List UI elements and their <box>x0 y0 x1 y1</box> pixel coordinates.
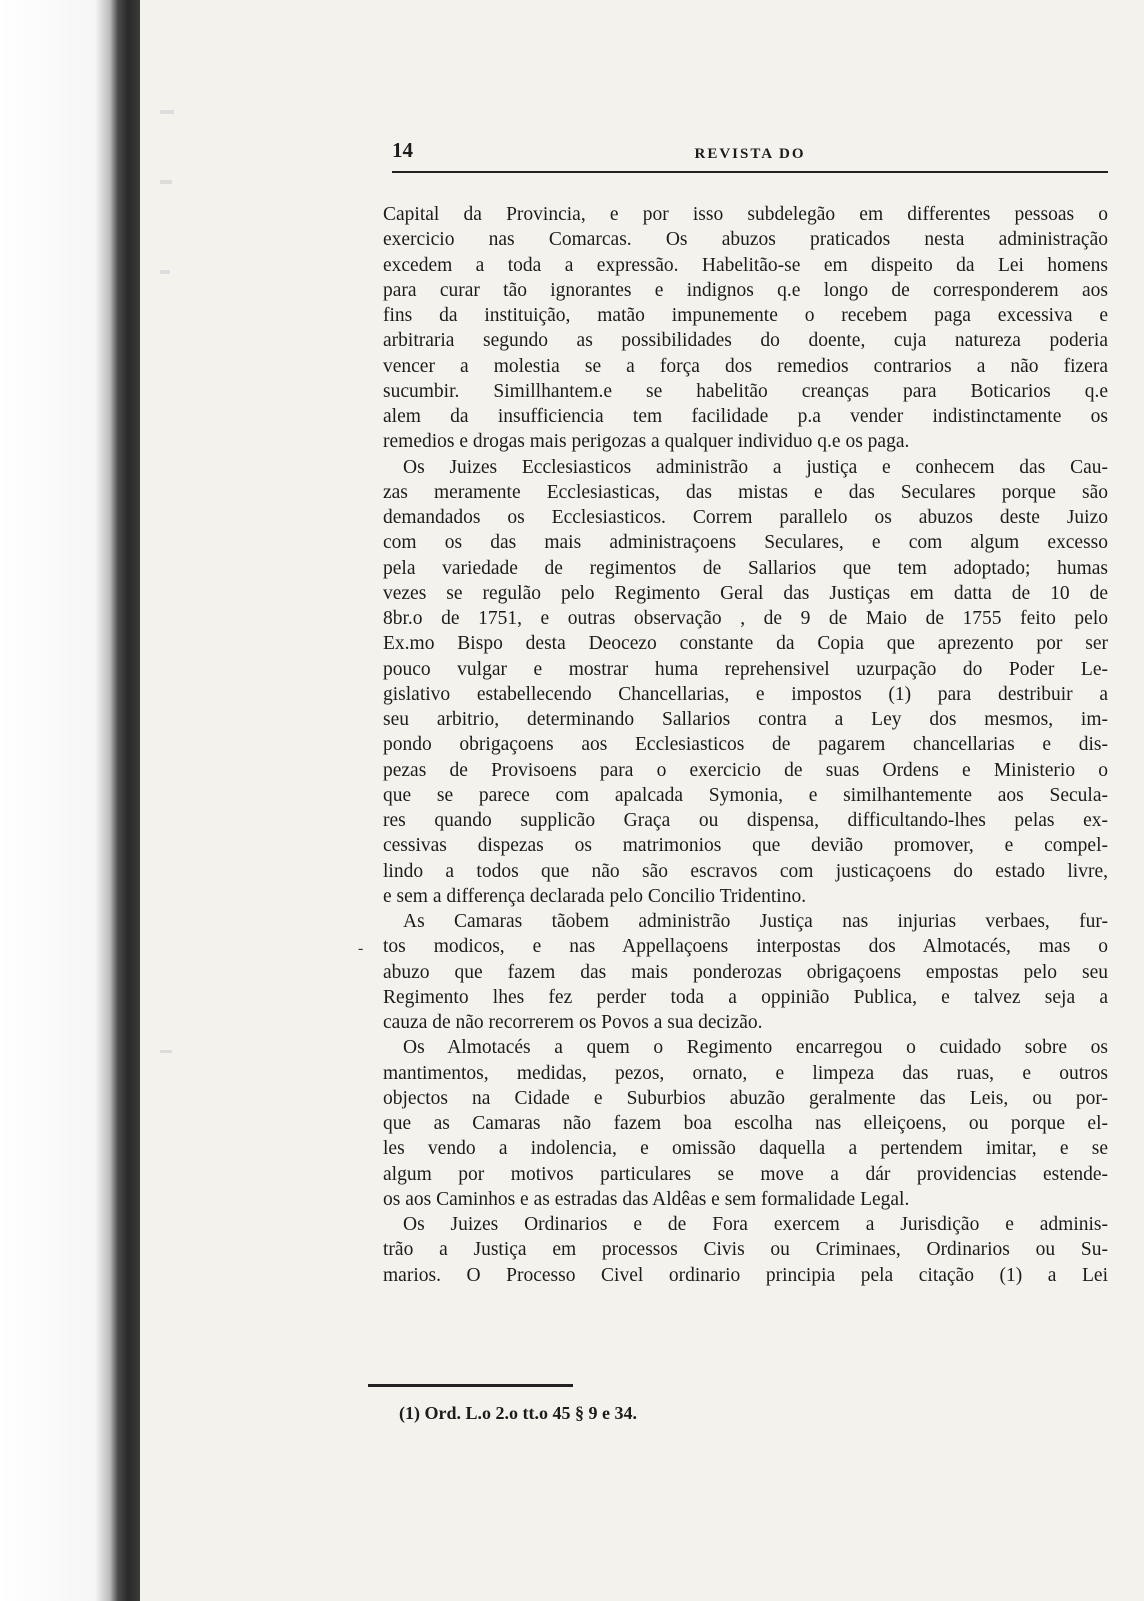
text-line: seu arbitrio, determinando Sallarios contra a Ley dos mesmos, im- <box>383 709 1108 730</box>
text-line: demandados os Ecclesiasticos. Correm parallelo os abuzos deste Juizo <box>383 507 1108 528</box>
text-line: exercicio nas Comarcas. Os abuzos praticados nesta administração <box>383 229 1108 251</box>
text-line: arbitraria segundo as possibilidades do doente, cuja natureza poderia <box>383 330 1108 352</box>
text-line: algum por motivos particulares se move a dár providencias estende- <box>383 1163 1108 1185</box>
text-line: vencer a molestia se a força dos remedios contrarios a não fizera <box>383 355 1108 377</box>
text-line: cessivas dispezas os matrimonios que devião promover, e compel- <box>383 835 1108 857</box>
header-rule <box>392 171 1108 173</box>
text-line: sucumbir. Simillhantem.e se habelitão creanças para Boticarios q.e <box>383 380 1108 402</box>
text-line: zas meramente Ecclesiasticas, das mistas e das Seculares porque são <box>383 481 1108 503</box>
text-line: Ex.mo Bispo desta Deocezo constante da Copia que aprezento por ser <box>383 633 1108 655</box>
text-line: vezes se regulão pelo Regimento Geral das Justiças em datta de 10 de <box>383 582 1108 604</box>
text-line: objectos na Cidade e Suburbios abuzão geralmente das Leis, ou por- <box>383 1087 1108 1109</box>
text-line: gislativo estabellecendo Chancellarias, e impostos (1) para destribuir a <box>383 683 1108 705</box>
text-line: les vendo a indolencia, e omissão daquella a pertendem imitar, e se <box>383 1138 1108 1160</box>
paper-speck <box>160 270 170 274</box>
text-line: que as Camaras não fazem boa escolha nas elleiçoens, ou porque el- <box>383 1113 1108 1134</box>
text-line: que se parece com apalcada Symonia, e similhantemente aos Secula- <box>383 784 1108 806</box>
text-line: pondo obrigaçoens aos Ecclesiasticos de pagarem chancellarias e dis- <box>383 734 1108 756</box>
text-line: res quando supplicão Graça ou dispensa, difficultando-lhes pelas ex- <box>383 810 1108 831</box>
text-line: remedios e drogas mais perigozas a qualquer individuo q.e os paga. <box>383 431 910 453</box>
running-title: REVISTA DO <box>694 146 806 162</box>
text-line: trão a Justiça em processos Civis ou Criminaes, Ordinarios ou Su- <box>383 1239 1108 1261</box>
text-line: para curar tão ignorantes e indignos q.e longo de corresponderem aos <box>383 279 1108 301</box>
text-line: Os Almotacés a quem o Regimento encarregou o cuidado sobre os <box>403 1037 1108 1059</box>
text-line: marios. O Processo Civel ordinario principia pela citação (1) a Lei <box>383 1264 1108 1286</box>
text-line: pezas de Provisoens para o exercicio de suas Ordens e Ministerio o <box>383 759 1108 781</box>
text-line: Regimento lhes fez perder toda a oppinião Publica, e talvez seja a <box>383 986 1108 1008</box>
text-line: pela variedade de regimentos de Sallarios que tem adoptado; humas <box>383 557 1108 579</box>
book-binding-edge <box>0 0 140 1601</box>
text-line: Capital da Provincia, e por isso subdelegão em differentes pessoas o <box>383 204 1108 225</box>
page-number: 14 <box>392 138 413 162</box>
text-line: As Camaras tãobem administrão Justiça nas injurias verbaes, fur- <box>403 911 1108 932</box>
text-line: abuzo que fazem das mais ponderozas obrigaçoens empostas pelo seu <box>383 961 1108 983</box>
text-line: os aos Caminhos e as estradas das Aldêas e sem formalidade Legal. <box>383 1188 910 1210</box>
paper-speck <box>160 1050 172 1053</box>
text-line: alem da insufficiencia tem facilidade p.a vender indistinctamente os <box>383 406 1108 427</box>
body-text <box>383 202 1108 1288</box>
text-line: excedem a toda a expressão. Habelitão-se em dispeito da Lei homens <box>383 254 1108 276</box>
text-line: com os das mais administraçoens Seculares, e com algum excesso <box>383 532 1108 554</box>
text-line: lindo a todos que não são escravos com justicaçoens do estado livre, <box>383 860 1108 882</box>
text-line: 8br.o de 1751, e outras observação , de 9 de Maio de 1755 feito pelo <box>383 608 1108 629</box>
text-line: fins da instituição, matão impunemente o recebem paga excessiva e <box>383 305 1108 326</box>
text-line: Os Juizes Ordinarios e de Fora exercem a Jurisdição e adminis- <box>403 1214 1108 1235</box>
footnote-rule <box>368 1384 573 1387</box>
margin-mark: - <box>358 940 364 957</box>
text-line: tos modicos, e nas Appellaçoens interpostas dos Almotacés, mas o <box>383 936 1108 958</box>
page-header <box>392 138 1108 174</box>
text-line: e sem a differença declarada pelo Concilio Tridentino. <box>383 885 807 907</box>
text-line: mantimentos, medidas, pezos, ornato, e limpeza das ruas, e outros <box>383 1062 1108 1084</box>
text-line: Os Juizes Ecclesiasticos administrão a justiça e conhecem das Cau- <box>403 456 1108 478</box>
paper-speck <box>160 110 174 114</box>
text-line: pouco vulgar e mostrar huma reprehensivel uzurpação do Poder Le- <box>383 658 1108 680</box>
footnote: (1) Ord. L.o 2.o tt.o 45 § 9 e 34. <box>399 1403 637 1423</box>
paper-speck <box>160 180 172 184</box>
text-line: cauza de não recorrerem os Povos a sua decizão. <box>383 1012 763 1033</box>
